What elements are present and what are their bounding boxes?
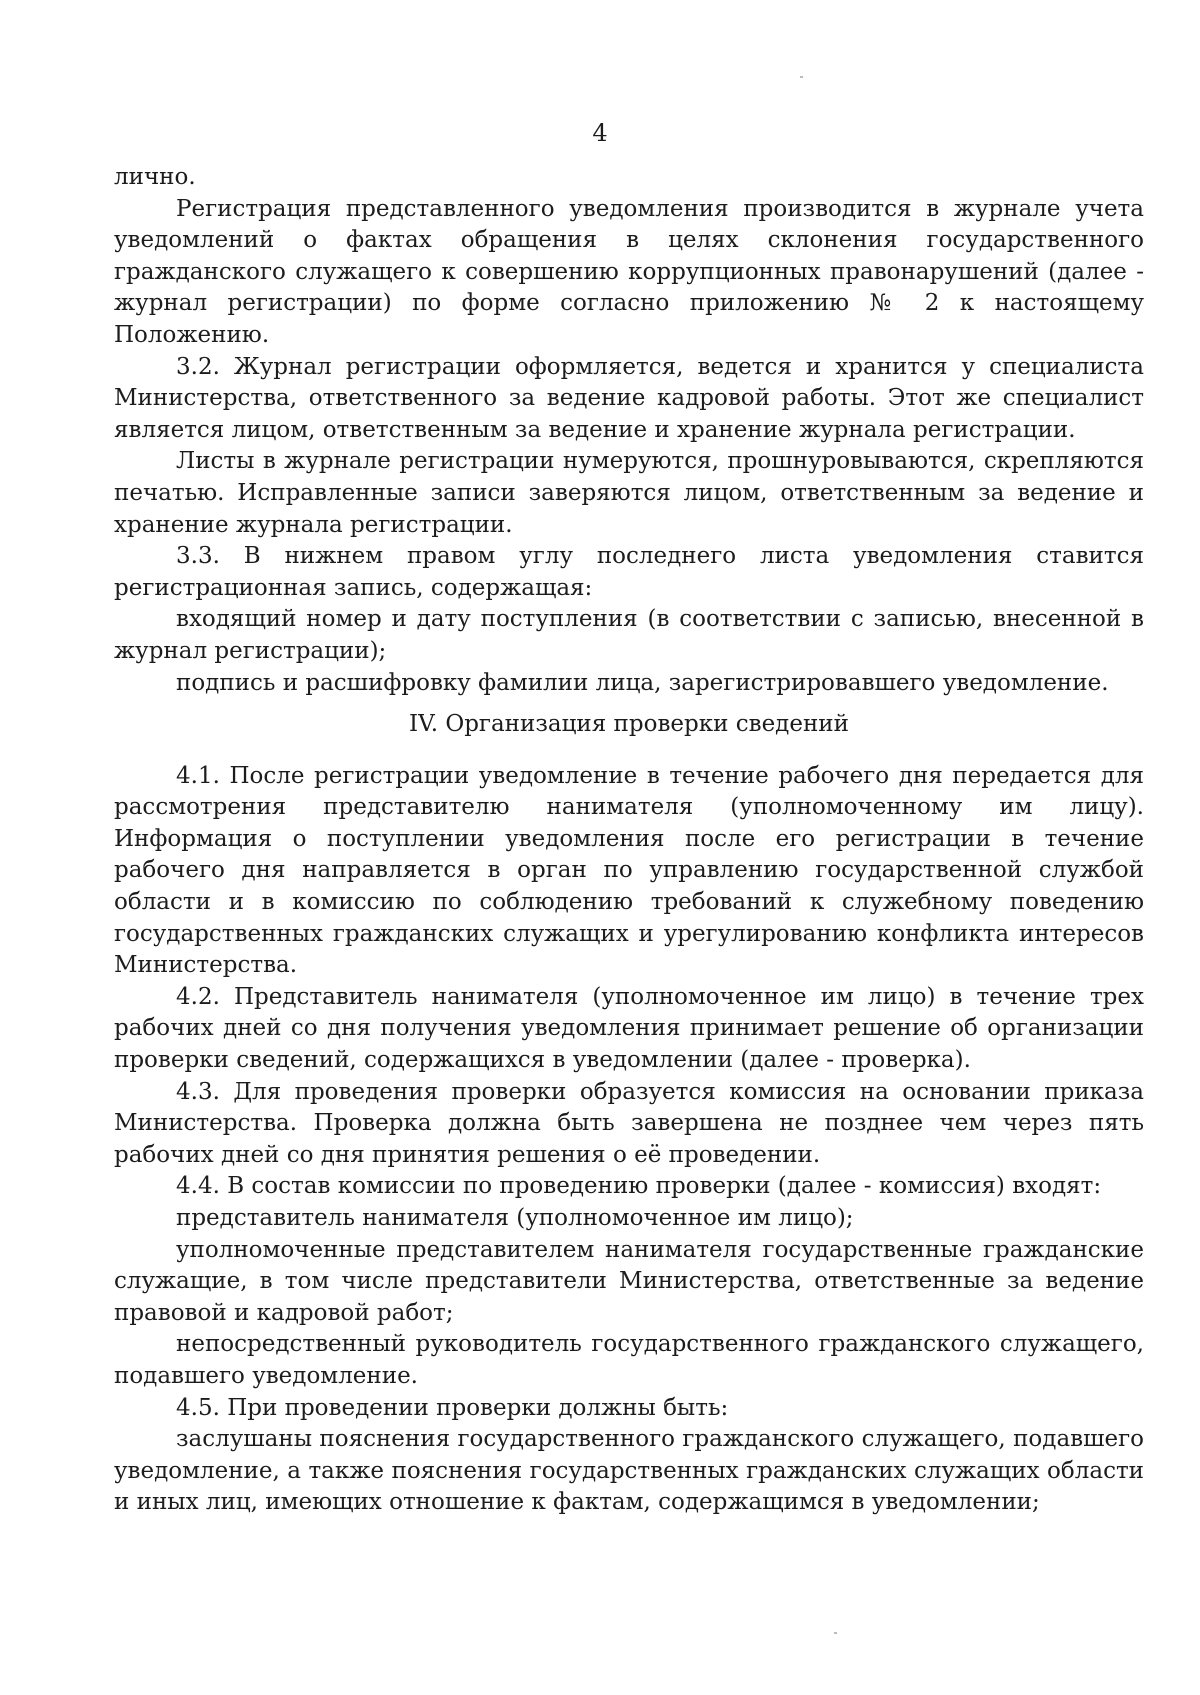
section-heading-iv: IV. Организация проверки сведений <box>409 711 849 738</box>
paragraph-commission-members: уполномоченные представителем нанимателя государственные гражданские служащие, в том числе представители Министерства, ответственные за ведение правовой и кадровой работ; <box>114 1236 1144 1326</box>
paragraph-registration: Регистрация представленного уведомления производится в журнале учета уведомлений о фактах обращения в целях склонения государственного гражданского служащего к совершению коррупционных правонарушений (далее - журнал регистрации) по форме согласно приложению № 2 к настоящему Положению. <box>114 195 1144 348</box>
paragraph-continuation: лично. <box>114 164 196 190</box>
paragraph-4-2: 4.2. Представитель нанимателя (уполномоченное им лицо) в течение трех рабочих дней со дня получения уведомления принимает решение об организации проверки сведений, содержащихся в уведомлении (далее - проверка). <box>114 983 1144 1074</box>
paragraph-journal-sheets: Листы в журнале регистрации нумеруются, прошнуровываются, скрепляются печатью. Исправленные записи заверяются лицом, ответственным за ведение и хранение журнала регистрации. <box>114 448 1144 538</box>
paragraph-explanations: заслушаны пояснения государственного гражданского служащего, подавшего уведомление, а также пояснения государственных гражданских служащих области и иных лиц, имеющих отношение к фактам, содержащимся в уведомлении; <box>114 1426 1144 1516</box>
paragraph-4-5: 4.5. При проведении проверки должны быть: <box>176 1394 729 1421</box>
paragraph-commission-supervisor: непосредственный руководитель государственного гражданского служащего, подавшего уведомление. <box>114 1331 1144 1389</box>
paragraph-4-1: 4.1. После регистрации уведомление в течение рабочего дня передается для рассмотрения представителю нанимателя (уполномоченному им лицу). Информация о поступлении уведомления после его регистрации в течение рабочего дня направляется в орган по управлению государственной службой области и в комиссию по соблюдению требований к служебному поведению государственных гражданских служащих и урегулированию конфликта интересов Министерства. <box>114 762 1144 979</box>
page-number: 4 <box>592 119 608 147</box>
scan-speck <box>834 1632 837 1634</box>
paragraph-4-3: 4.3. Для проведения проверки образуется комиссия на основании приказа Министерства. Проверка должна быть завершена не позднее чем через пять рабочих дней со дня принятия решения о её проведении. <box>114 1078 1144 1168</box>
document-body <box>114 162 1144 1519</box>
paragraph-4-4: 4.4. В состав комиссии по проведению проверки (далее - комиссия) входят: <box>176 1173 1102 1200</box>
paragraph-commission-head: представитель нанимателя (уполномоченное им лицо); <box>176 1205 854 1231</box>
paragraph-3-2: 3.2. Журнал регистрации оформляется, ведется и хранится у специалиста Министерства, ответственного за ведение кадровой работы. Этот же специалист является лицом, ответственным за ведение и хранение журнала регистрации. <box>114 353 1144 443</box>
paragraph-signature: подпись и расшифровку фамилии лица, зарегистрировавшего уведомление. <box>176 669 1109 696</box>
scan-speck <box>800 76 803 78</box>
paragraph-incoming-number: входящий номер и дату поступления (в соответствии с записью, внесенной в журнал регистрации); <box>114 606 1144 664</box>
paragraph-3-3: 3.3. В нижнем правом углу последнего листа уведомления ставится регистрационная запись, содержащая: <box>114 543 1144 601</box>
